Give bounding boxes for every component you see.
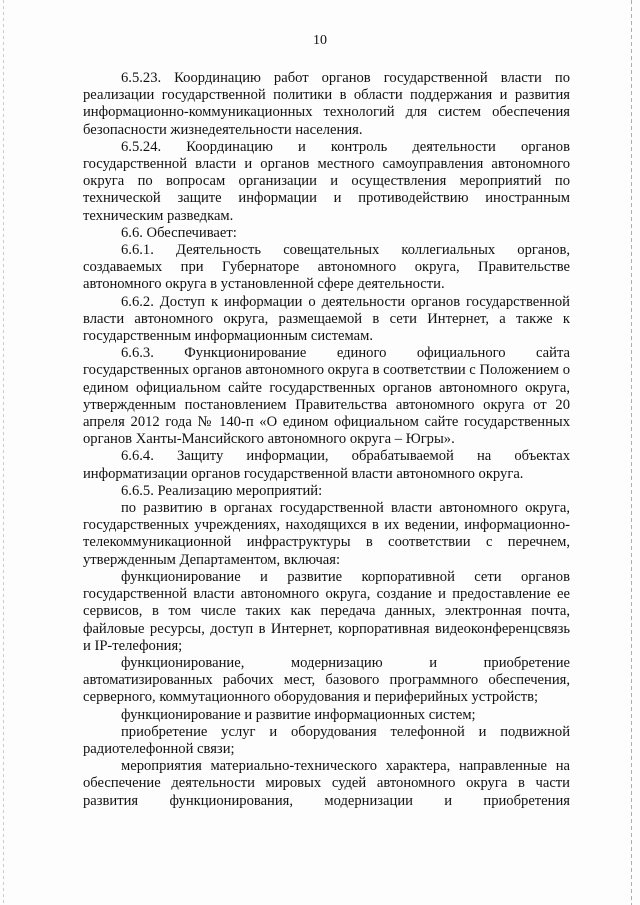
paragraph-6-5-24: 6.5.24. Координацию и контроль деятельности органов государственной власти и органов местного самоуправления автономного округа по вопросам организации и осуществления мероприятий по технической защите информации и противодействию иностранным техническим разведкам. [83, 138, 570, 224]
document-body [83, 70, 570, 810]
scan-edge-left [3, 0, 4, 905]
scan-edge-right [631, 0, 632, 905]
list-item-material-support: мероприятия материально-технического характера, направленные на обеспечение деятельности мировых судей автономного округа в части развития функционирования, модернизации и приобретения [83, 758, 570, 809]
page-number: 10 [313, 33, 327, 48]
list-item-corporate-network: функционирование и развитие корпоративной сети органов государственной власти автономного округа, создание и предоставление ее сервисов, в том числе таких как передача данных, электронная почта, файловые ресурсы, доступ в Интернет, корпоративная видеоконференцсвязь и IP-телефония; [83, 568, 570, 654]
paragraph-6-6-5: 6.6.5. Реализацию мероприятий: [121, 482, 323, 499]
list-item-workstations: функционирование, модернизацию и приобретение автоматизированных рабочих мест, базового программного обеспечения, серверного, коммутационного оборудования и периферийных устройств; [83, 654, 570, 706]
paragraph-6-6-1: 6.6.1. Деятельность совещательных коллегиальных органов, создаваемых при Губернаторе автономного округа, Правительстве автономного округа в установленной сфере деятельности. [83, 242, 570, 293]
paragraph-6-6-3: 6.6.3. Функционирование единого официального сайта государственных органов автономного округа в соответствии с Положением о едином официальном сайте государственных органов автономного округа, утвержденным постановлением Правительства автономного округа от 20 апреля 2012 года № 140-п «О едином официальном сайте государственных органов Ханты-Мансийского автономного округа – Югры». [83, 345, 570, 448]
paragraph-6-5-23: 6.5.23. Координацию работ органов государственной власти по реализации государственной политики в области поддержания и развития информационно-коммуникационных технологий для систем обеспечения безопасности жизнедеятельности населения. [83, 70, 570, 138]
list-item-telephone-services: приобретение услуг и оборудования телефонной и подвижной радиотелефонной связи; [83, 723, 570, 757]
paragraph-6-6-4: 6.6.4. Защиту информации, обрабатываемой на объектах информатизации органов государственной власти автономного округа. [83, 448, 570, 482]
paragraph-6-6-2: 6.6.2. Доступ к информации о деятельности органов государственной власти автономного округа, размещаемой в сети Интернет, а также к государственным информационным системам. [83, 293, 570, 345]
list-item-information-systems: функционирование и развитие информационных систем; [121, 706, 476, 723]
paragraph-6-6: 6.6. Обеспечивает: [121, 224, 237, 241]
paragraph-infrastructure: по развитию в органах государственной власти автономного округа, государственных учреждениях, находящихся в их ведении, информационно-телекоммуникационной инфраструктуры в соответствии с перечнем, утвержденным Департаментом, включая: [83, 500, 570, 568]
